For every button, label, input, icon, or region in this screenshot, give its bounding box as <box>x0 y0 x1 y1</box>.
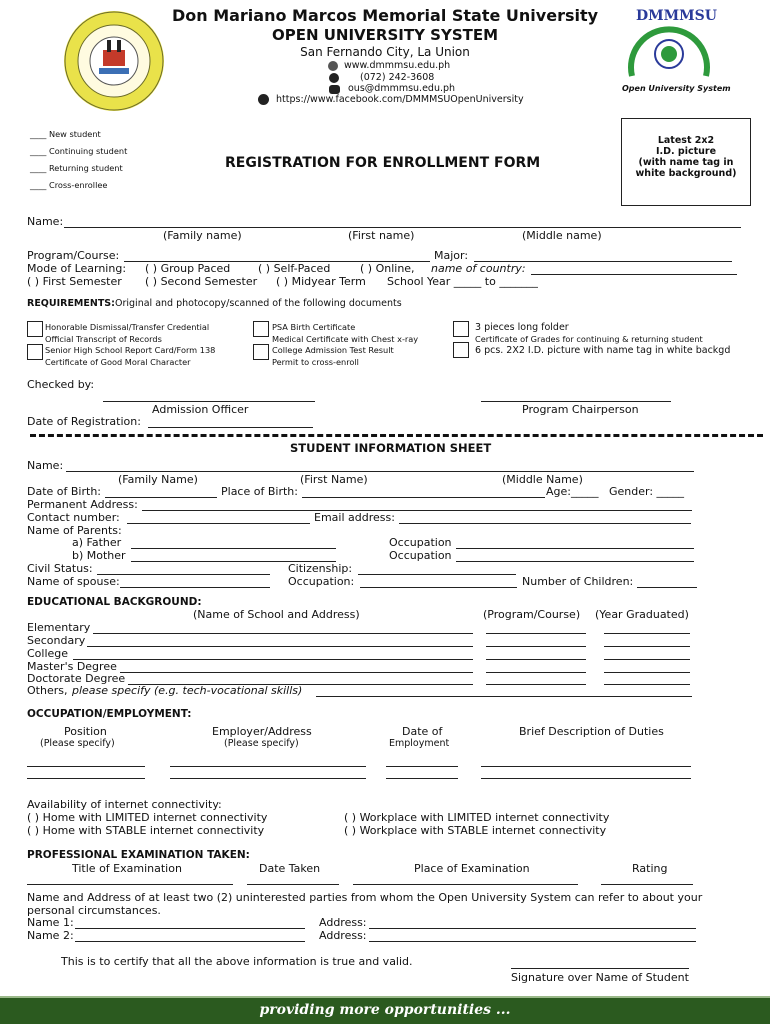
email-icon <box>329 85 340 94</box>
mode-online[interactable]: ( ) Online, <box>360 262 415 275</box>
facebook: https://www.facebook.com/DMMMSUOpenUniversity <box>276 94 524 105</box>
occ-date-2[interactable] <box>386 778 458 779</box>
occ-duties-2[interactable] <box>481 778 691 779</box>
father-field[interactable] <box>131 548 336 549</box>
edu-masters-course[interactable] <box>486 672 586 673</box>
occ-duties-1[interactable] <box>481 766 691 767</box>
date-registration-field[interactable] <box>148 427 313 428</box>
perm-address-field[interactable] <box>142 510 692 511</box>
occ-position-1[interactable] <box>27 766 145 767</box>
phone: (072) 242-3608 <box>360 72 435 83</box>
student-type-returning: ____ Returning student <box>30 163 123 173</box>
logo-subtext: Open University System <box>622 84 731 93</box>
term-second-semester[interactable]: ( ) Second Semester <box>145 275 258 288</box>
reg-name-field[interactable] <box>64 227 741 228</box>
term-midyear[interactable]: ( ) Midyear Term <box>276 275 366 288</box>
age-field[interactable]: Age:_____ <box>546 485 599 498</box>
sis-title: STUDENT INFORMATION SHEET <box>290 441 492 455</box>
edu-elementary-label: Elementary <box>27 621 91 634</box>
mode-self-paced[interactable]: ( ) Self-Paced <box>258 262 331 275</box>
pob-field[interactable] <box>302 497 545 498</box>
edu-elementary-school[interactable] <box>93 633 473 634</box>
edu-masters-label: Master's Degree <box>27 660 117 673</box>
citizenship-field[interactable] <box>358 574 516 575</box>
country-field[interactable] <box>531 274 737 275</box>
edu-masters-year[interactable] <box>604 672 690 673</box>
footer-tagline: providing more opportunities ... <box>259 1002 511 1018</box>
req-checkbox-4[interactable] <box>253 344 269 360</box>
exam-date-field[interactable] <box>247 884 339 885</box>
admission-officer-line[interactable] <box>103 401 315 402</box>
edu-secondary-label: Secondary <box>27 634 86 647</box>
edu-secondary-year[interactable] <box>604 646 690 647</box>
gender-field[interactable]: Gender: _____ <box>609 485 685 498</box>
internet-home-limited[interactable]: ( ) Home with LIMITED internet connectivity <box>27 811 268 824</box>
university-seal <box>63 10 165 112</box>
edu-masters-school[interactable] <box>120 672 473 673</box>
internet-work-stable[interactable]: ( ) Workplace with STABLE internet connectivity <box>344 824 607 837</box>
footer-banner <box>0 996 770 1024</box>
req-checkbox-5[interactable] <box>453 321 469 337</box>
spouse-field[interactable] <box>120 587 270 588</box>
edu-college-school[interactable] <box>73 659 473 660</box>
edu-elementary-course[interactable] <box>486 633 586 634</box>
occ-date-1[interactable] <box>386 766 458 767</box>
header-email: ous@dmmmsu.edu.ph <box>348 83 456 94</box>
exam-rating-field[interactable] <box>601 884 693 885</box>
student-type-cross: ____ Cross-enrollee <box>30 180 108 190</box>
exam-place-field[interactable] <box>353 884 578 885</box>
student-type-new: ____ New student <box>30 129 101 139</box>
chairperson-line[interactable] <box>481 401 671 402</box>
university-name: Don Mariano Marcos Memorial State University <box>171 6 599 25</box>
civil-status-field[interactable] <box>97 574 270 575</box>
cut-line <box>30 434 763 437</box>
term-first-semester[interactable]: ( ) First Semester <box>27 275 122 288</box>
signature-line[interactable] <box>511 968 689 969</box>
edu-secondary-school[interactable] <box>87 646 473 647</box>
website: www.dmmmsu.edu.ph <box>344 60 451 71</box>
exam-title-field[interactable] <box>27 884 233 885</box>
website-icon <box>328 61 338 71</box>
internet-home-stable[interactable]: ( ) Home with STABLE internet connectivity <box>27 824 265 837</box>
signature-label: Signature over Name of Student <box>511 971 689 984</box>
edu-doctorate-year[interactable] <box>604 684 690 685</box>
facebook-icon <box>258 94 269 105</box>
req-checkbox-3[interactable] <box>253 321 269 337</box>
occ-employer-2[interactable] <box>170 778 366 779</box>
req-checkbox-6[interactable] <box>453 342 469 358</box>
edu-college-year[interactable] <box>604 659 690 660</box>
req-checkbox-1[interactable] <box>27 321 43 337</box>
phone-icon <box>329 73 339 83</box>
occ-employer-1[interactable] <box>170 766 366 767</box>
ref-address-1[interactable] <box>369 928 696 929</box>
edu-college-course[interactable] <box>486 659 586 660</box>
mode-group-paced[interactable]: ( ) Group Paced <box>145 262 231 275</box>
contact-field[interactable] <box>127 523 310 524</box>
photo-box: Latest 2x2 I.D. picture (with name tag in white background) <box>621 118 751 206</box>
edu-others-field[interactable] <box>316 696 692 697</box>
form-title: REGISTRATION FOR ENROLLMENT FORM <box>225 155 541 171</box>
spouse-occupation-field[interactable] <box>360 587 517 588</box>
children-field[interactable] <box>637 587 697 588</box>
sis-name-field[interactable] <box>66 471 694 472</box>
ref-name-2[interactable] <box>75 941 305 942</box>
ref-name-1[interactable] <box>75 928 305 929</box>
school-year[interactable]: School Year _____ to _______ <box>387 275 538 288</box>
internet-work-limited[interactable]: ( ) Workplace with LIMITED internet connectivity <box>344 811 610 824</box>
reg-name-label: Name: <box>27 215 64 228</box>
ref-address-2[interactable] <box>369 941 696 942</box>
mother-occupation-field[interactable] <box>456 561 694 562</box>
email-field[interactable] <box>399 523 691 524</box>
req-checkbox-2[interactable] <box>27 344 43 360</box>
system-name: OPEN UNIVERSITY SYSTEM <box>271 26 499 44</box>
edu-doctorate-label: Doctorate Degree <box>27 672 126 685</box>
location: San Fernando City, La Union <box>300 45 470 59</box>
certify-text: This is to certify that all the above information is true and valid. <box>61 955 413 968</box>
logo-text: DMMMSU <box>636 8 717 24</box>
dmmmsu-logo <box>614 6 731 106</box>
edu-secondary-course[interactable] <box>486 646 586 647</box>
edu-college-label: College <box>27 647 69 660</box>
edu-elementary-year[interactable] <box>604 633 690 634</box>
father-occupation-field[interactable] <box>456 548 694 549</box>
student-type-continuing: ____ Continuing student <box>30 146 128 156</box>
edu-doctorate-course[interactable] <box>486 684 586 685</box>
occ-position-2[interactable] <box>27 778 145 779</box>
